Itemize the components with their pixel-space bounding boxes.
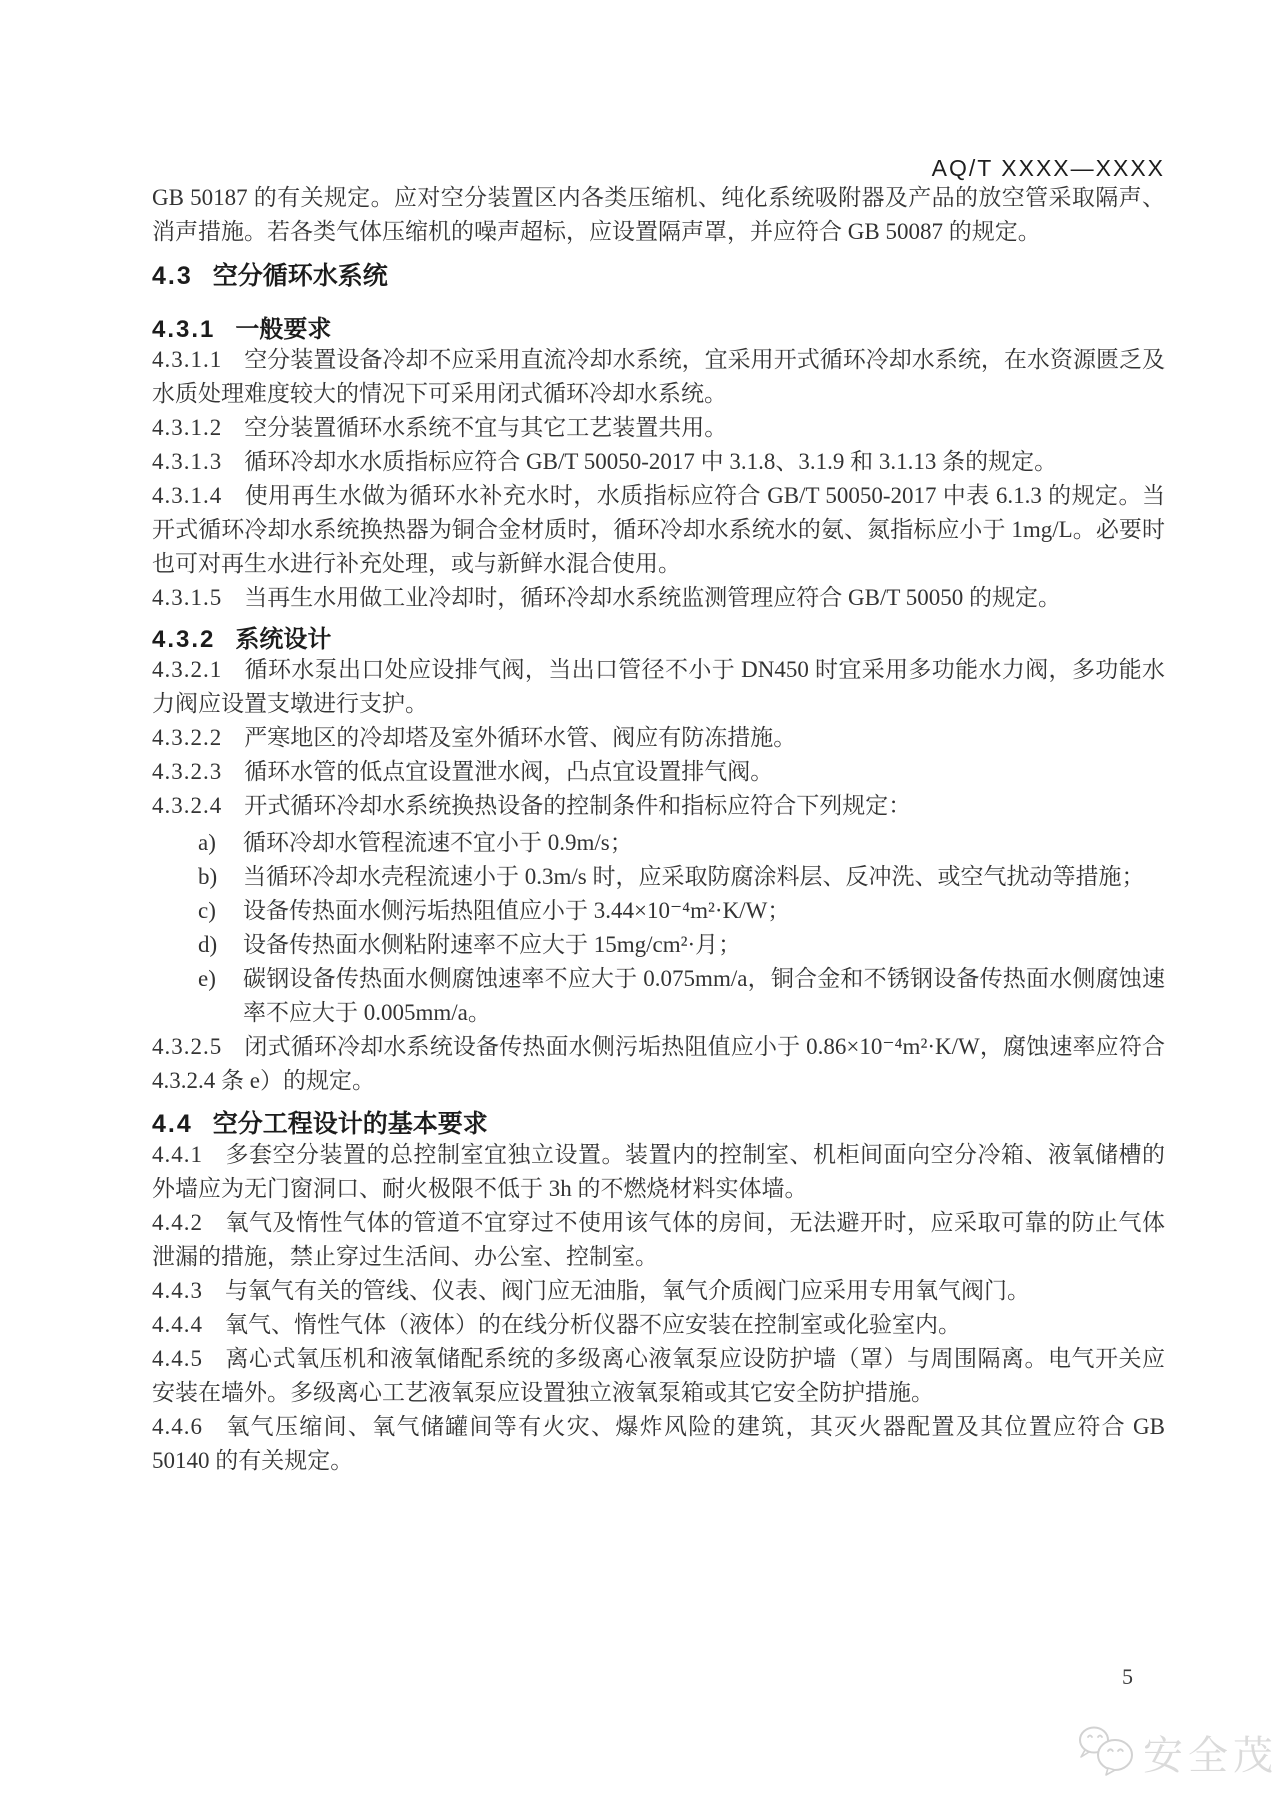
section-title: 系统设计 (235, 626, 332, 653)
list-item-text: 循环冷却水管程流速不宜小于 0.9m/s； (243, 830, 633, 855)
section-number: 4.4 (152, 1110, 193, 1138)
clause-text: 氧气压缩间、氧气储罐间等有火灾、爆炸风险的建筑，其灭火器配置及其位置应符合 GB 50140 的有关规定。 (152, 1414, 1165, 1473)
list-item-b (198, 860, 1165, 894)
clause-number: 4.3.1.2 (152, 415, 223, 440)
page-content (152, 155, 1165, 1478)
clause-4-4-2 (152, 1206, 1165, 1274)
clause-number: 4.4.2 (152, 1210, 203, 1235)
clause-text: 多套空分装置的总控制室宜独立设置。装置内的控制室、机柜间面向空分冷箱、液氧储槽的外墙应为无门窗洞口、耐火极限不低于 3h 的不燃烧材料实体墙。 (152, 1142, 1165, 1201)
clause-4-3-2-2 (152, 721, 1165, 755)
clause-number: 4.3.1.5 (152, 585, 223, 610)
clause-text: 闭式循环冷却水系统设备传热面水侧污垢热阻值应小于 0.86×10⁻⁴m²·K/W，腐蚀速率应符合 4.3.2.4 条 e）的规定。 (152, 1034, 1165, 1093)
clause-4-4-6 (152, 1410, 1165, 1478)
clause-text: 使用再生水做为循环水补充水时，水质指标应符合 GB/T 50050-2017 中表 6.1.3 的规定。当开式循环冷却水系统换热器为铜合金材质时，循环冷却水系统水的氨、氮指标应小于 1mg/L。必要时也可对再生水进行补充处理，或与新鲜水混合使用。 (152, 483, 1165, 576)
clause-text: 严寒地区的冷却塔及室外循环水管、阀应有防冻措施。 (244, 725, 797, 750)
clause-text: 离心式氧压机和液氧储配系统的多级离心液氧泵应设防护墙（罩）与周围隔离。电气开关应安装在墙外。多级离心工艺液氧泵应设置独立液氧泵箱或其它安全防护措施。 (152, 1346, 1165, 1405)
list-item-d (198, 928, 1165, 962)
clause-number: 4.3.2.4 (152, 793, 223, 818)
list-item-text: 设备传热面水侧污垢热阻值应小于 3.44×10⁻⁴m²·K/W； (243, 898, 791, 923)
section-title: 一般要求 (235, 316, 332, 343)
clause-text: 开式循环冷却水系统换热设备的控制条件和指标应符合下列规定： (244, 793, 912, 818)
clause-number: 4.4.1 (152, 1142, 203, 1167)
clause-number: 4.3.1.3 (152, 449, 223, 474)
section-heading-4-3 (152, 263, 1165, 290)
list-item-label: d) (198, 932, 218, 957)
section-number: 4.3.2 (152, 626, 216, 653)
clause-number: 4.4.6 (152, 1414, 203, 1439)
clause-4-3-1-5 (152, 581, 1165, 615)
clause-number: 4.4.3 (152, 1278, 203, 1303)
clause-4-3-2-3 (152, 755, 1165, 789)
clause-text: 空分装置循环水系统不宜与其它工艺装置共用。 (244, 415, 728, 440)
clause-4-3-1-3 (152, 445, 1165, 479)
clause-4-4-3 (152, 1274, 1165, 1308)
clause-4-3-1-1 (152, 343, 1165, 411)
list-item-text: 当循环冷却水壳程流速小于 0.3m/s 时，应采取防腐涂料层、反冲洗、或空气扰动等措施； (243, 864, 1145, 889)
clause-4-4-5 (152, 1342, 1165, 1410)
clause-text: 空分装置设备冷却不应采用直流冷却水系统，宜采用开式循环冷却水系统，在水资源匮乏及水质处理难度较大的情况下可采用闭式循环冷却水系统。 (152, 347, 1165, 406)
page-number: 5 (1122, 1664, 1133, 1689)
clause-text: 与氧气有关的管线、仪表、阀门应无油脂，氧气介质阀门应采用专用氧气阀门。 (225, 1278, 1030, 1303)
clause-4-3-2-5 (152, 1030, 1165, 1098)
watermark-text: 安全茂 (1143, 1734, 1278, 1778)
list-item-text: 碳钢设备传热面水侧腐蚀速率不应大于 0.075mm/a，铜合金和不锈钢设备传热面水侧腐蚀速率不应大于 0.005mm/a。 (243, 966, 1165, 1025)
clause-number: 4.3.2.3 (152, 759, 223, 784)
clause-4-3-2-4 (152, 789, 1165, 823)
list-item-label: c) (198, 898, 216, 923)
clause-text: 循环冷却水水质指标应符合 GB/T 50050-2017 中 3.1.8、3.1.9 和 3.1.13 条的规定。 (244, 449, 1058, 474)
list-item-e (198, 962, 1165, 1030)
doc-code-header: AQ/T XXXX—XXXX (931, 155, 1165, 181)
clause-text: 循环水泵出口处应设排气阀，当出口管径不小于 DN450 时宜采用多功能水力阀，多功能水力阀应设置支墩进行支护。 (152, 657, 1165, 716)
clause-text: 氧气及惰性气体的管道不宜穿过不使用该气体的房间，无法避开时，应采取可靠的防止气体泄漏的措施，禁止穿过生活间、办公室、控制室。 (152, 1210, 1165, 1269)
clause-number: 4.4.4 (152, 1312, 203, 1337)
clause-4-4-1 (152, 1138, 1165, 1206)
section-heading-4-3-1 (152, 316, 1165, 343)
watermark (1075, 1724, 1278, 1781)
clause-number: 4.3.2.5 (152, 1034, 223, 1059)
list-item-a (198, 826, 1165, 860)
clause-number: 4.3.2.1 (152, 657, 223, 682)
list-item-label: a) (198, 830, 216, 855)
section-heading-4-3-2 (152, 626, 1165, 653)
clause-4-4-4 (152, 1308, 1165, 1342)
clause-text: 当再生水用做工业冷却时，循环冷却水系统监测管理应符合 GB/T 50050 的规定。 (244, 585, 1061, 610)
clause-number: 4.3.2.2 (152, 725, 223, 750)
clause-number: 4.3.1.4 (152, 483, 223, 508)
clause-text: 循环水管的低点宜设置泄水阀，凸点宜设置排气阀。 (244, 759, 774, 784)
list-item-c (198, 894, 1165, 928)
section-heading-4-4 (152, 1111, 1165, 1138)
clause-4-3-1-2 (152, 411, 1165, 445)
clause-4-3-2-4-list (198, 826, 1165, 1030)
section-number: 4.3 (152, 262, 193, 290)
section-number: 4.3.1 (152, 316, 216, 343)
list-item-text: 设备传热面水侧粘附速率不应大于 15mg/cm²·月； (243, 932, 742, 957)
clause-4-3-1-4 (152, 479, 1165, 581)
section-title: 空分工程设计的基本要求 (212, 1110, 488, 1138)
section-title: 空分循环水系统 (212, 262, 388, 290)
list-item-label: b) (198, 864, 218, 889)
list-item-label: e) (198, 966, 216, 991)
wechat-bubbles-logo-icon (1075, 1724, 1137, 1781)
clause-4-3-2-1 (152, 653, 1165, 721)
clause-text: 氧气、惰性气体（液体）的在线分析仪器不应安装在控制室或化验室内。 (225, 1312, 961, 1337)
clause-number: 4.3.1.1 (152, 347, 223, 372)
intro-paragraph: GB 50187 的有关规定。应对空分装置区内各类压缩机、纯化系统吸附器及产品的放空管采取隔声、消声措施。若各类气体压缩机的噪声超标，应设置隔声罩，并应符合 GB 50087 的规定。 (152, 185, 1165, 244)
clause-number: 4.4.5 (152, 1346, 203, 1371)
